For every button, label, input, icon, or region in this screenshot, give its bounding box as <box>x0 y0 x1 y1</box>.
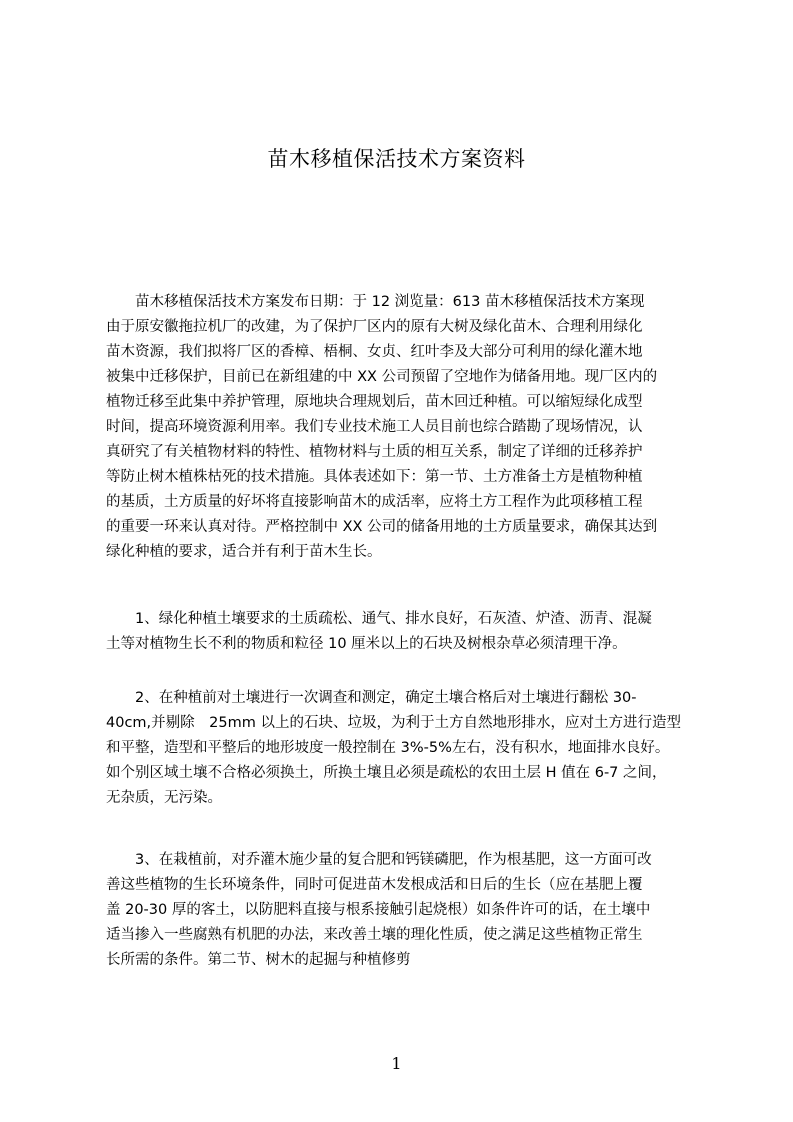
paragraph-item-2 <box>106 686 700 811</box>
text-line: 的重要一环来认真对待。严格控制中 XX 公司的储备用地的土方质量要求，确保其达到 <box>106 519 658 535</box>
paragraph-item-1 <box>106 607 700 657</box>
text-line: 2、在种植前对土壤进行一次调查和测定，确定土壤合格后对土壤进行翻松 30- <box>106 690 637 706</box>
text-line: 3、在栽植前，对乔灌木施少量的复合肥和钙镁磷肥，作为根基肥，这一方面可改 <box>106 852 652 868</box>
text-line: 盖 20-30 厚的客土，以防肥料直接与根系接触引起烧根）如条件许可的话，在土壤中 <box>106 902 651 918</box>
text-line: 时间，提高环境资源利用率。我们专业技术施工人员目前也综合踏勘了现场情况，认 <box>106 419 643 435</box>
document-title: 苗木移植保活技术方案资料 <box>267 147 526 171</box>
text-line: 植物迁移至此集中养护管理，原地块合理规划后，苗木回迁种植。可以缩短绿化成型 <box>106 394 643 410</box>
text-line: 适当掺入一些腐熟有机肥的办法，来改善土壤的理化性质，使之满足这些植物正常生 <box>106 927 643 943</box>
text-line: 苗木资源，我们拟将厂区的香樟、梧桐、女贞、红叶李及大部分可利用的绿化灌木地 <box>106 344 643 360</box>
paragraph-intro <box>106 290 700 565</box>
text-line: 1、绿化种植土壤要求的土质疏松、通气、排水良好，石灰渣、炉渣、沥青、混凝 <box>106 611 652 627</box>
text-line: 由于原安徽拖拉机厂的改建，为了保护厂区内的原有大树及绿化苗木、合理利用绿化 <box>106 319 643 335</box>
paragraph-item-3 <box>106 848 700 973</box>
text-line: 真研究了有关植物材料的特性、植物材料与土质的相互关系，制定了详细的迁移养护 <box>106 444 643 460</box>
text-line: 40cm,并剔除 25mm 以上的石块、垃圾，为利于土方自然地形排水，应对土方进行造型 <box>106 715 681 731</box>
text-line: 长所需的条件。第二节、树木的起掘与种植修剪 <box>106 952 411 968</box>
text-line: 善这些植物的生长环境条件，同时可促进苗木发根成活和日后的生长（应在基肥上覆 <box>106 877 643 893</box>
text-line: 被集中迁移保护，目前已在新组建的中 XX 公司预留了空地作为储备用地。现厂区内的 <box>106 369 658 385</box>
text-line: 绿化种植的要求，适合并有利于苗木生长。 <box>106 544 382 560</box>
text-line: 和平整，造型和平整后的地形坡度一般控制在 3%-5%左右，没有积水，地面排水良好。 <box>106 740 670 756</box>
page-number: 1 <box>391 1054 402 1073</box>
text-line: 等防止树木植株枯死的技术措施。具体表述如下：第一节、土方准备土方是植物种植 <box>106 469 643 485</box>
text-line: 的基质，土方质量的好坏将直接影响苗木的成活率，应将土方工程作为此项移植工程 <box>106 494 643 510</box>
text-line: 如个别区域土壤不合格必须换土，所换土壤且必须是疏松的农田土层 H 值在 6-7 之间， <box>106 765 667 781</box>
text-line: 无杂质，无污染。 <box>106 790 222 806</box>
text-line: 苗木移植保活技术方案发布日期：于 12 浏览量：613 苗木移植保活技术方案现 <box>106 294 645 310</box>
text-line: 土等对植物生长不利的物质和粒径 10 厘米以上的石块及树根杂草必须清理干净。 <box>106 636 627 652</box>
